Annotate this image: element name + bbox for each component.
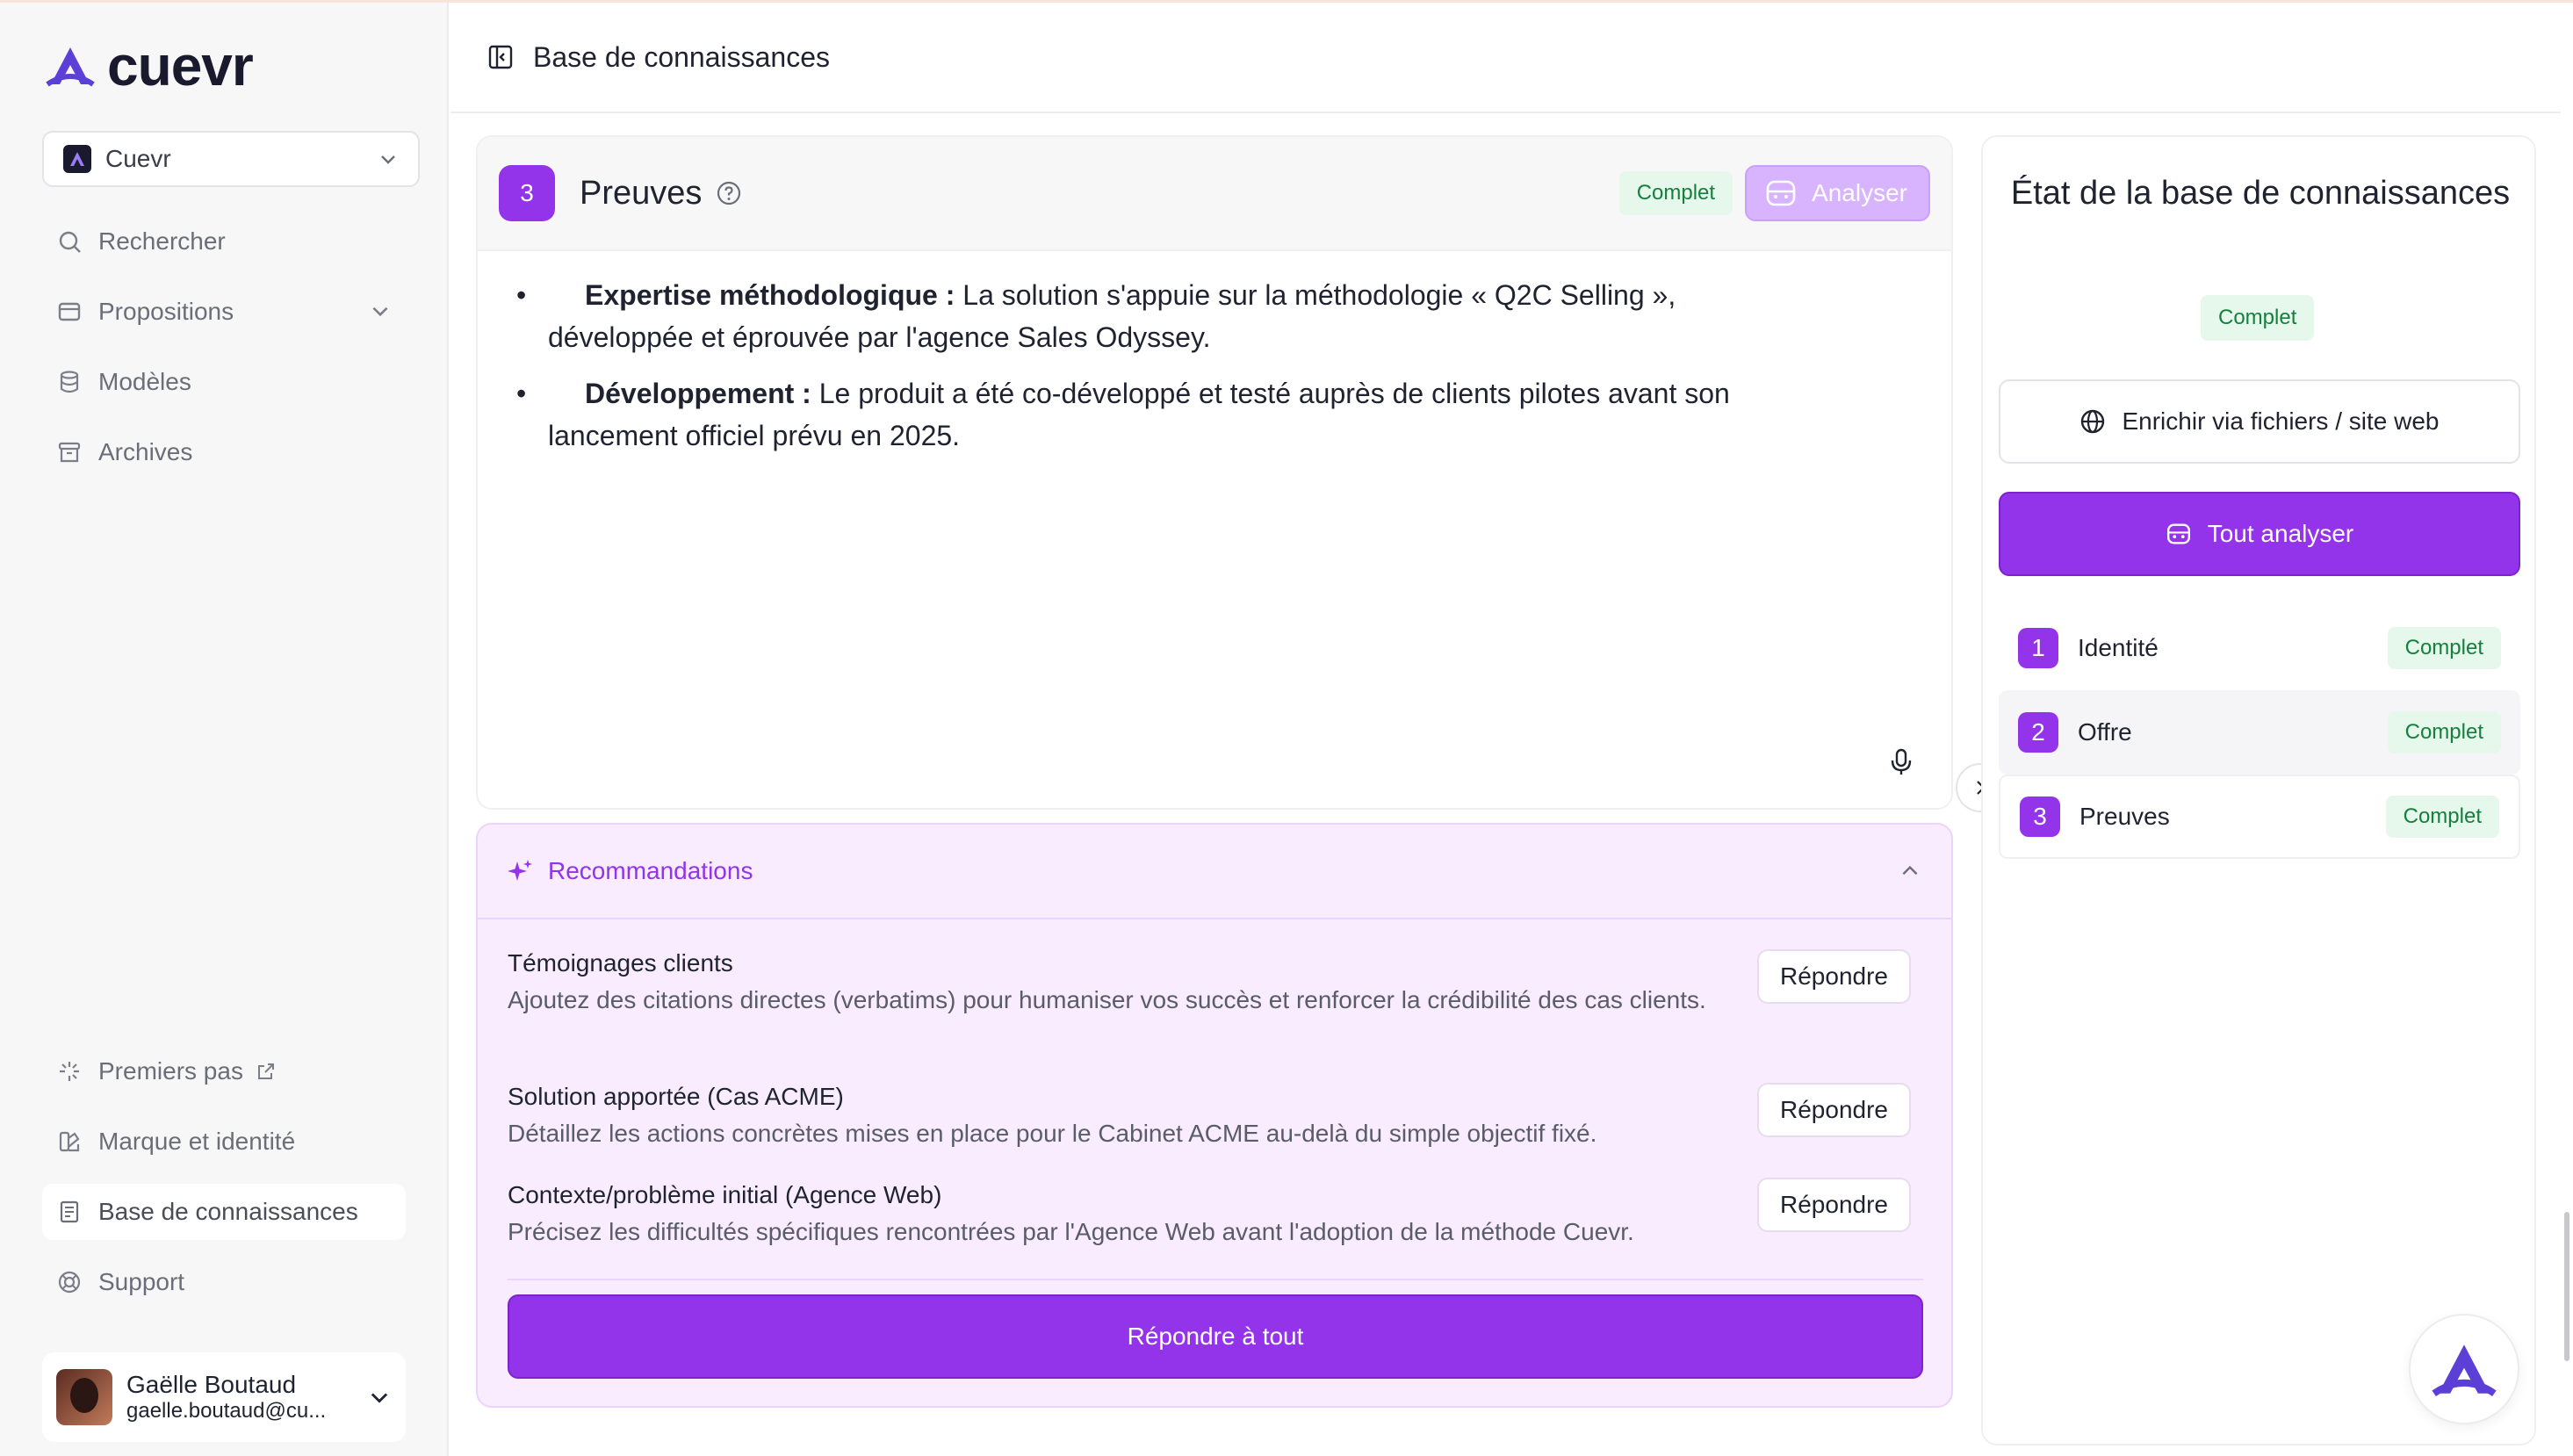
user-email: gaelle.boutaud@cu... [126, 1399, 327, 1423]
chevron-down-icon[interactable] [369, 299, 392, 322]
scrollbar[interactable] [2564, 1212, 2569, 1361]
answer-button[interactable]: Répondre [1757, 949, 1911, 1004]
sidebar [0, 3, 449, 1456]
logo-text: cuevr [107, 34, 253, 97]
section-title: Preuves [580, 174, 703, 212]
user-name: Gaëlle Boutaud [126, 1371, 297, 1398]
help-icon[interactable] [716, 180, 742, 206]
external-link-icon [256, 1061, 277, 1082]
recommendation-title: Témoignages clients [508, 949, 733, 977]
palette-icon [56, 1128, 83, 1155]
workspace-logo-icon [63, 145, 91, 173]
section-number-badge: 1 [2018, 628, 2058, 668]
bullet-text: La solution s'appuie sur la méthodologie « Q2C Selling », développée et éprouvée par l'agence Sales Odyssey. [548, 279, 1676, 353]
section-number-badge: 2 [2018, 712, 2058, 753]
status-badge: Complet [2386, 796, 2499, 838]
sparkle-icon [56, 1058, 83, 1085]
list-item: • Développement : Le produit a été co-développé et testé auprès de clients pilotes avant son lancement officiel prévu en 2025. [516, 378, 1730, 451]
nav-item-premiers-pas[interactable] [42, 1043, 406, 1099]
recommendations-panel [476, 823, 1953, 1408]
answer-button[interactable]: Répondre [1757, 1083, 1911, 1137]
section-content[interactable] [478, 251, 1795, 457]
analyse-button-label: Analyser [1812, 179, 1907, 206]
robot-icon [1764, 177, 1798, 210]
analyse-all-label: Tout analyser [2207, 520, 2354, 547]
app-logo[interactable] [44, 34, 253, 97]
recommendation-description: Détaillez les actions concrètes mises en place pour le Cabinet ACME au-delà du simple objectif fixé. [508, 1120, 1597, 1147]
workspace-select[interactable] [42, 131, 420, 187]
section-item-preuves[interactable] [1999, 775, 2520, 859]
nav-label: Propositions [98, 298, 234, 325]
section-header [478, 137, 1951, 251]
lifebuoy-icon [56, 1269, 83, 1295]
recommendation-description: Précisez les difficultés spécifiques rencontrées par l'Agence Web avant l'adoption de la méthode Cuevr. [508, 1218, 1634, 1245]
recommendations-header[interactable] [478, 825, 1951, 919]
recommendation-item [508, 948, 1911, 1018]
sidebar-toggle-icon[interactable] [487, 44, 514, 70]
recommendation-item [508, 1081, 1911, 1151]
nav-label: Premiers pas [98, 1057, 243, 1085]
nav-label: Archives [98, 438, 193, 465]
section-label: Preuves [2079, 803, 2170, 830]
avatar [56, 1369, 112, 1425]
nav-label: Marque et identité [98, 1128, 296, 1155]
enrich-button-label: Enrichir via fichiers / site web [2122, 407, 2440, 435]
list-item: • Expertise méthodologique : La solution s'appuie sur la méthodologie « Q2C Selling », développée et éprouvée par l'agence Sales Odyssey. [516, 279, 1676, 353]
divider [508, 1279, 1923, 1280]
nav-item-support[interactable] [42, 1254, 406, 1310]
bullet-heading: Expertise méthodologique : [585, 279, 955, 311]
chevron-down-icon [367, 1385, 392, 1409]
panel-title: État de la base de connaissances [2010, 175, 2511, 212]
analyse-button[interactable] [1745, 165, 1930, 221]
archive-icon [56, 439, 83, 465]
book-icon [56, 1199, 83, 1225]
database-icon [56, 369, 83, 395]
bullet-heading: Développement : [585, 378, 811, 409]
sparkles-icon [508, 858, 534, 884]
status-badge: Complet [1619, 171, 1733, 215]
page-title: Base de connaissances [533, 40, 830, 73]
user-menu[interactable] [42, 1352, 406, 1442]
search-icon [56, 228, 83, 255]
chevron-up-icon[interactable] [1899, 860, 1921, 883]
nav-label: Base de connaissances [98, 1198, 358, 1225]
status-badge: Complet [2388, 711, 2501, 753]
knowledge-status-panel [1981, 135, 2536, 1445]
recommendation-description: Ajoutez des citations directes (verbatims) pour humaniser vos succès et renforcer la crédibilité des cas clients. [508, 986, 1706, 1013]
recommendation-title: Contexte/problème initial (Agence Web) [508, 1181, 942, 1208]
section-item-identite[interactable] [1999, 606, 2520, 690]
nav-label: Modèles [98, 368, 191, 395]
analyse-all-button[interactable] [1999, 492, 2520, 576]
assistant-launcher-button[interactable] [2409, 1314, 2519, 1424]
workspace-name: Cuevr [105, 145, 171, 172]
robot-icon [2166, 521, 2192, 547]
user-info [126, 1371, 367, 1424]
nav-label: Rechercher [98, 227, 226, 255]
folder-icon [56, 299, 83, 325]
section-card [476, 135, 1953, 810]
nav-item-archives[interactable] [42, 424, 406, 480]
nav-item-base-connaissances[interactable] [42, 1184, 406, 1240]
nav-item-modeles[interactable] [42, 354, 406, 410]
answer-all-button[interactable]: Répondre à tout [508, 1294, 1923, 1379]
recommendation-item [508, 1179, 1911, 1250]
enrich-button[interactable] [1999, 379, 2520, 464]
recommendations-title: Recommandations [548, 857, 753, 884]
section-item-offre[interactable] [1999, 690, 2520, 775]
globe-icon [2079, 408, 2106, 435]
cuevr-logo-icon [2429, 1340, 2499, 1398]
chevron-down-icon [378, 148, 399, 169]
cuevr-logo-icon [44, 44, 97, 88]
section-label: Offre [2078, 718, 2132, 746]
status-badge: Complet [2388, 627, 2501, 669]
nav-item-rechercher[interactable] [42, 213, 406, 270]
microphone-icon[interactable] [1888, 747, 1914, 783]
recommendation-title: Solution apportée (Cas ACME) [508, 1083, 844, 1110]
status-badge: Complet [2201, 295, 2314, 341]
answer-button[interactable]: Répondre [1757, 1178, 1911, 1232]
nav-label: Support [98, 1268, 185, 1295]
section-number-badge: 3 [2020, 796, 2060, 837]
page-header [450, 3, 2561, 113]
nav-item-marque-identite[interactable] [42, 1114, 406, 1170]
section-number-badge: 3 [499, 165, 555, 221]
bullet-text: Le produit a été co-développé et testé auprès de clients pilotes avant son lancement officiel prévu en 2025. [548, 378, 1730, 451]
section-label: Identité [2078, 634, 2159, 661]
nav-item-propositions[interactable] [42, 284, 406, 340]
